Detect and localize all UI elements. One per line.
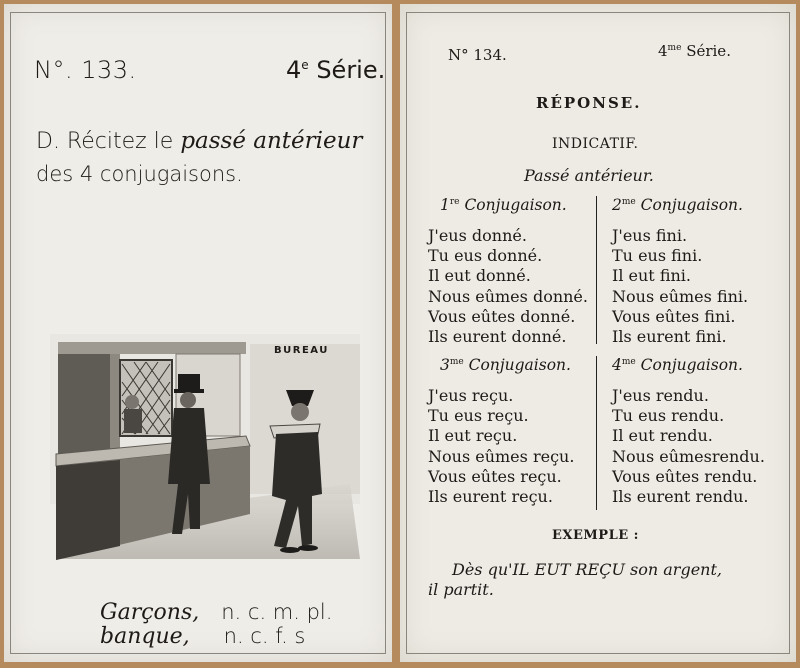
example-label: EXEMPLE : [552, 528, 639, 543]
conjugation-label: Conjugaison. [459, 196, 567, 214]
conjugation-number: 1 [440, 196, 450, 214]
conjugation-line: Nous eûmes reçu. [428, 446, 575, 466]
vocab-entry [100, 624, 305, 649]
conjugation-line: Il eut fini. [612, 266, 691, 286]
series-superscript: me [667, 43, 682, 53]
conjugation-line: Vous eûtes donné. [428, 306, 576, 326]
bank-counter-illustration [50, 334, 360, 564]
conjugation-line: Ils eurent reçu. [428, 487, 553, 507]
question-card [4, 4, 392, 662]
series-number: 4 [286, 56, 302, 84]
series-word: Série. [316, 56, 386, 84]
conjugation-number: 3 [440, 356, 450, 374]
conjugation-line: Ils eurent donné. [428, 327, 567, 347]
conjugation-line: Vous eûtes reçu. [428, 466, 562, 486]
conjugation-line: Il eut rendu. [612, 426, 713, 446]
conjugation-label: Conjugaison. [635, 356, 743, 374]
conjugation-lines [612, 386, 765, 507]
conjugation-line: Nous eûmes fini. [612, 286, 749, 306]
conjugation-label: Conjugaison. [635, 196, 743, 214]
conjugation-line: Ils eurent fini. [612, 327, 727, 347]
conjugation-heading [612, 196, 743, 214]
conjugation-number: 2 [612, 196, 622, 214]
series-label [658, 42, 731, 60]
question-line-1 [36, 128, 362, 154]
conjugation-line: Nous eûmesrendu. [612, 446, 765, 466]
conjugation-superscript: me [621, 196, 636, 207]
conjugation-line: Vous eûtes rendu. [612, 466, 758, 486]
conjugation-line: Tu eus fini. [612, 246, 703, 266]
vocab-grammar: n. c. f. s [223, 624, 306, 648]
vocab-word: Garçons, [100, 600, 200, 625]
conjugation-line: Il eut reçu. [428, 426, 518, 446]
answer-heading: RÉPONSE. [536, 94, 642, 112]
conjugation-superscript: re [449, 196, 460, 207]
card-number: N° 134. [448, 46, 507, 64]
tense-label: Passé antérieur. [524, 166, 654, 185]
column-divider [596, 356, 597, 510]
mood-label: INDICATIF. [552, 136, 639, 152]
series-number: 4 [658, 42, 668, 60]
conjugation-line: J'eus reçu. [428, 386, 514, 405]
vocab-entry [100, 600, 332, 625]
answer-card [400, 4, 796, 662]
conjugation-lines [428, 226, 588, 347]
conjugation-lines [612, 226, 748, 347]
question-line-2: des 4 conjugaisons. [36, 162, 243, 186]
question-prefix: D. Récitez le [36, 129, 181, 154]
vocab-word: banque, [100, 624, 190, 649]
question-emphasis: passé antérieur [180, 128, 363, 154]
conjugation-line: Tu eus donné. [428, 246, 543, 266]
series-superscript: e [301, 58, 309, 72]
conjugation-line: Vous eûtes fini. [612, 306, 736, 326]
card-number: N°. 133. [34, 56, 137, 84]
conjugation-heading [440, 196, 567, 214]
conjugation-lines [428, 386, 574, 507]
conjugation-label: Conjugaison. [463, 356, 571, 374]
example-line-1: Dès qu'IL EUT REÇU son argent, [452, 560, 722, 579]
example-line-2: il partit. [428, 580, 494, 599]
conjugation-heading [612, 356, 743, 374]
series-word: Série. [681, 42, 731, 60]
conjugation-line: Ils eurent rendu. [612, 487, 749, 507]
conjugation-line: J'eus donné. [428, 226, 527, 245]
conjugation-line: Il eut donné. [428, 266, 531, 286]
conjugation-line: Nous eûmes donné. [428, 286, 588, 306]
conjugation-line: Tu eus reçu. [428, 406, 529, 426]
conjugation-number: 4 [612, 356, 622, 374]
conjugation-heading [440, 356, 571, 374]
conjugation-line: J'eus fini. [612, 226, 688, 245]
conjugation-line: Tu eus rendu. [612, 406, 725, 426]
conjugation-line: J'eus rendu. [612, 386, 709, 405]
series-label [286, 56, 385, 84]
conjugation-superscript: me [449, 356, 464, 367]
conjugation-superscript: me [621, 356, 636, 367]
vocab-grammar: n. c. m. pl. [221, 600, 333, 624]
column-divider [596, 196, 597, 344]
bureau-sign: BUREAU [274, 345, 329, 356]
